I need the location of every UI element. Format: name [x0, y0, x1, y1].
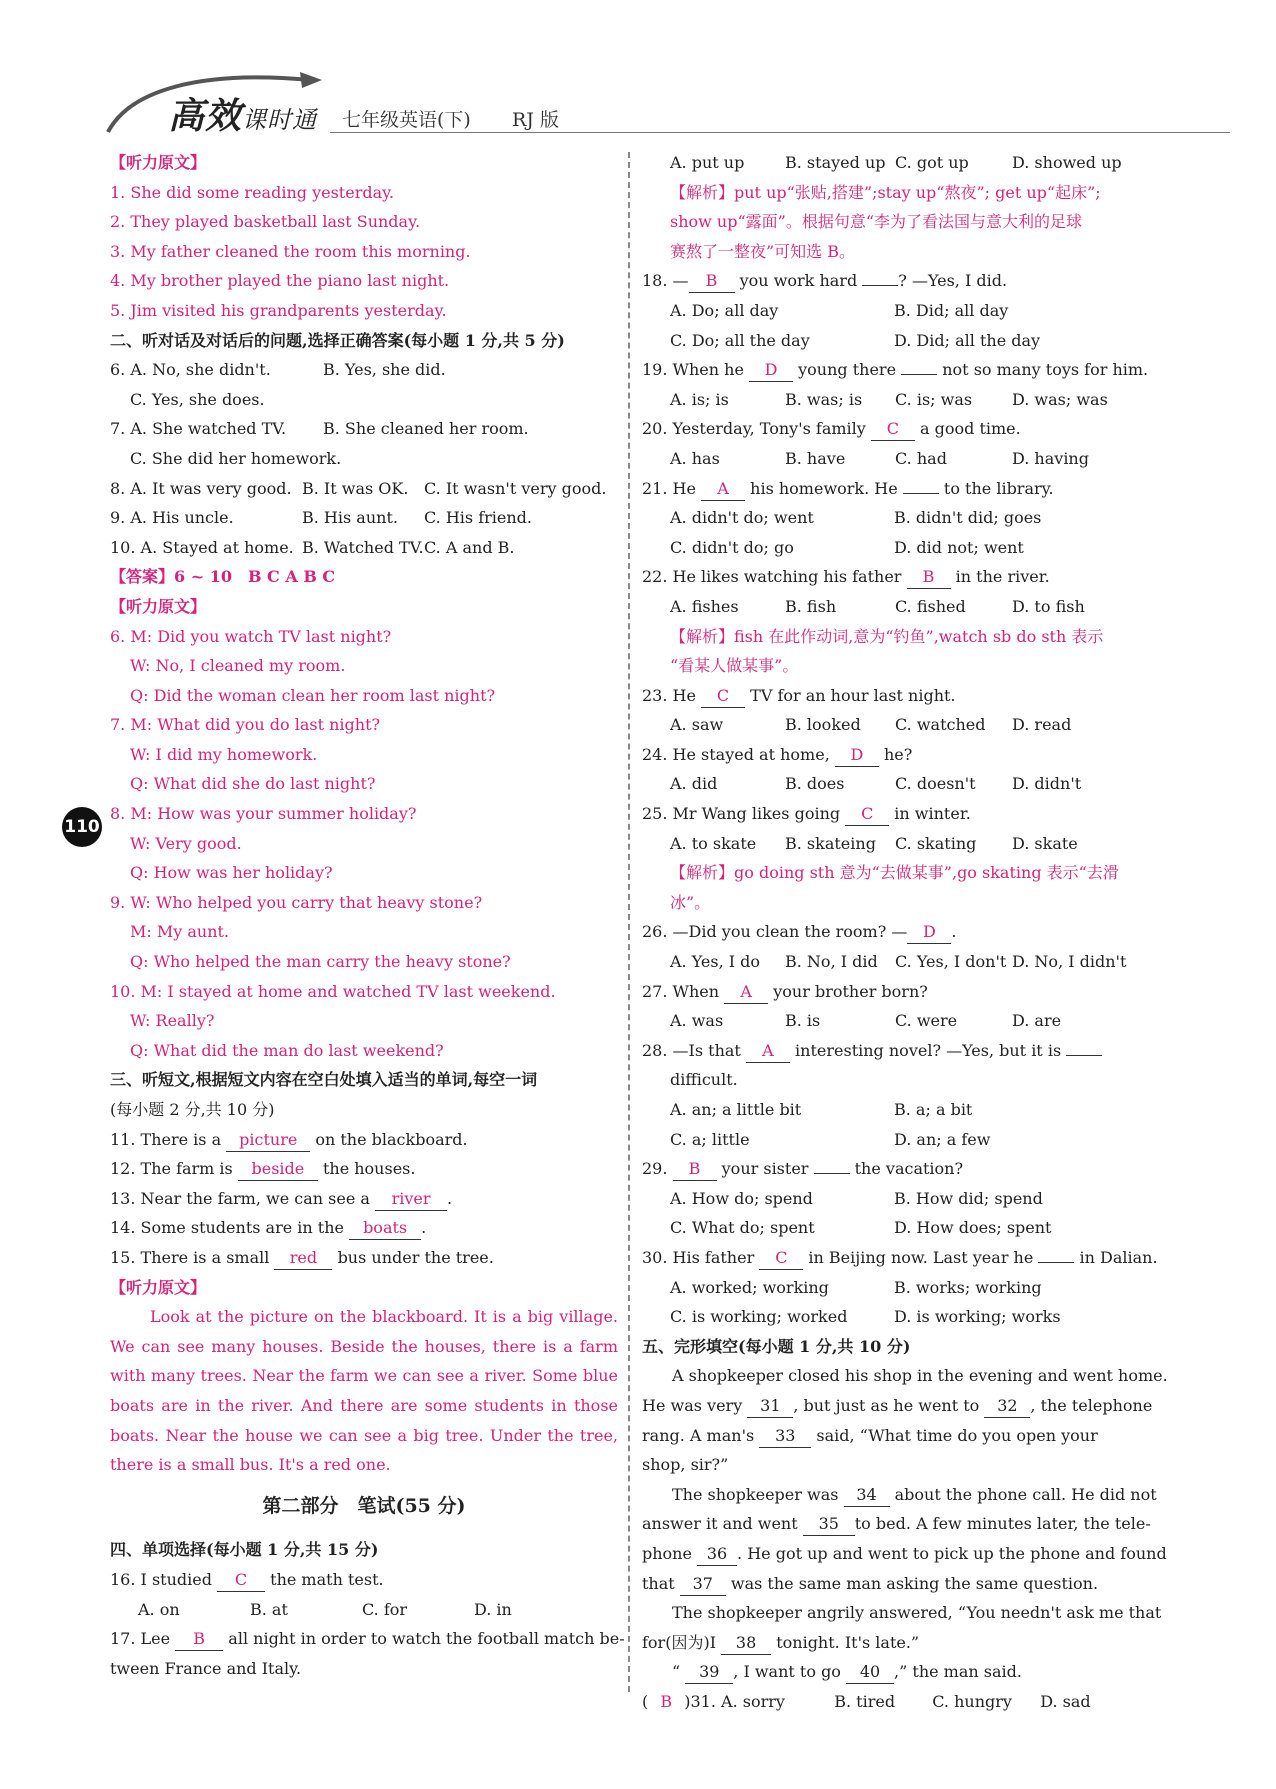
explanation: 赛熬了一整夜”可知选 B。 [670, 241, 856, 261]
empty-blank [903, 493, 939, 494]
answer-blank: A [701, 478, 745, 501]
fill-question-13: 13. Near the farm, we can see a river . [110, 1184, 618, 1214]
empty-blank [862, 285, 898, 286]
question-27-options: A. was B. is C. were D. are [670, 1011, 1062, 1031]
question-16-options: A. on B. at C. for D. in [138, 1599, 512, 1619]
question-18-options: A. Do; all day B. Did; all day [670, 300, 1009, 320]
fill-question-15: 15. There is a small red bus under the tree. [110, 1243, 618, 1273]
question-8: 8. A. It was very good. B. It was OK. C. It wasn't very good. [110, 478, 607, 498]
column-divider [628, 152, 630, 1692]
question-31: ( B )31. A. sorry B. tired C. hungry D. sad [642, 1687, 1150, 1717]
brand-main: 高效 [168, 95, 243, 137]
answer-blank: B [907, 566, 951, 589]
explanation: 【解析】go doing sth 意为“去做某事”,go skating 表示“去滑 [670, 863, 1119, 883]
cloze-blank: 32 [984, 1395, 1030, 1418]
question-17-options: A. put up B. stayed up C. got up D. showed up [670, 153, 1122, 172]
section-label: 【听力原文】 [110, 153, 207, 172]
answer-blank: C [845, 803, 889, 826]
fill-question-11: 11. There is a picture on the blackboard. [110, 1125, 618, 1155]
question-21: 21. He A his homework. He to the library. [642, 474, 1150, 504]
cloze-blank: 38 [721, 1632, 771, 1655]
dialogue-line: 8. M: How was your summer holiday? [110, 804, 417, 824]
answer-blank: D [835, 744, 879, 767]
book-title: 七年级英语(下) [342, 109, 471, 131]
answer-blank: boats [349, 1217, 421, 1240]
cloze-answer: B [660, 1691, 673, 1711]
explanation: 【解析】fish 在此作动词,意为“钓鱼”,watch sb do sth 表示 [670, 626, 1104, 646]
question-19-options: A. is; is B. was; is C. is; was D. was; was [670, 389, 1108, 409]
answer-key: 【答案】6 ~ 10 B C A B C [110, 567, 336, 587]
answer-blank: C [871, 418, 915, 441]
page-header [0, 0, 1276, 150]
dialogue-line: W: Really? [130, 1011, 215, 1031]
question-10: 10. A. Stayed at home. B. Watched TV.C. A and B. [110, 537, 515, 557]
section-heading: 二、听对话及对话后的问题,选择正确答案(每小题 1 分,共 5 分) [110, 330, 565, 350]
transcript-line: 5. Jim visited his grandparents yesterday. [110, 300, 447, 320]
section-label: 【听力原文】 [110, 596, 207, 616]
question-28-options: A. an; a little bit B. a; a bit [670, 1100, 973, 1119]
question-18: 18. — B you work hard ? —Yes, I did. [642, 266, 1150, 296]
question-25: 25. Mr Wang likes going C in winter. [642, 799, 1150, 829]
question-28-options: C. a; little D. an; a few [670, 1129, 991, 1149]
left-column [110, 148, 625, 1683]
cloze-line: “ 39 , I want to go 40 ,” the man said. [642, 1657, 1150, 1687]
question-25-options: A. to skate B. skateing C. skating D. skate [670, 833, 1078, 853]
answer-blank: C [759, 1247, 803, 1270]
dialogue-line: 10. M: I stayed at home and watched TV last weekend. [110, 981, 556, 1001]
question-26: 26. —Did you clean the room? — D . [642, 917, 1150, 947]
question-6-option-c: C. Yes, she does. [130, 389, 265, 409]
answer-blank: beside [238, 1158, 318, 1181]
cloze-line: The shopkeeper was 34 about the phone call. He did not [642, 1480, 1150, 1510]
cloze-line: answer it and went 35 to bed. A few minutes later, the tele- [642, 1509, 1150, 1539]
empty-blank [1066, 1055, 1102, 1056]
section-label: 【听力原文】 [110, 1277, 207, 1297]
cloze-line: shop, sir?” [642, 1455, 729, 1475]
cloze-blank: 31 [747, 1395, 793, 1418]
explanation: 冰”。 [670, 892, 711, 912]
question-28-continued: difficult. [670, 1070, 738, 1090]
question-29-options: C. What do; spent D. How does; spent [670, 1218, 1052, 1238]
cloze-line: that 37 was the same man asking the same question. [642, 1569, 1150, 1599]
question-9: 9. A. His uncle. B. His aunt. C. His friend. [110, 508, 532, 528]
question-7: 7. A. She watched TV. B. She cleaned her room. [110, 419, 529, 439]
dialogue-line: W: Very good. [130, 833, 242, 853]
section-heading-score: (每小题 2 分,共 10 分) [110, 1100, 275, 1119]
transcript-line: 3. My father cleaned the room this morning. [110, 241, 471, 261]
section-heading: 五、完形填空(每小题 1 分,共 10 分) [642, 1336, 911, 1356]
fill-question-12: 12. The farm is beside the houses. [110, 1154, 618, 1184]
dialogue-line: W: I did my homework. [130, 744, 318, 764]
cloze-line: phone 36 . He got up and went to pick up the phone and found [642, 1539, 1150, 1569]
transcript-line: 1. She did some reading yesterday. [110, 182, 395, 202]
answer-blank: picture [226, 1129, 310, 1152]
answer-blank: river [375, 1188, 447, 1211]
question-30-options: C. is working; worked D. is working; works [670, 1307, 1061, 1327]
dialogue-line: W: No, I cleaned my room. [130, 656, 346, 676]
question-29: 29. B your sister the vacation? [642, 1154, 1150, 1184]
cloze-line: A shopkeeper closed his shop in the evening and went home. [672, 1366, 1168, 1386]
dialogue-line: 7. M: What did you do last night? [110, 715, 381, 735]
answer-blank: D [749, 359, 793, 382]
dialogue-line: Q: What did the man do last weekend? [130, 1040, 444, 1060]
answer-blank: red [274, 1247, 332, 1270]
cloze-line: for(因为)I 38 tonight. It's late.” [642, 1628, 1150, 1658]
explanation: “看某人做某事”。 [670, 656, 799, 676]
brand-sub: 课时通 [242, 106, 318, 134]
question-24-options: A. did B. does C. doesn't D. didn't [670, 774, 1082, 794]
question-24: 24. He stayed at home, D he? [642, 740, 1150, 770]
question-18-options: C. Do; all the day D. Did; all the day [670, 330, 1041, 350]
question-17: 17. Lee B all night in order to watch the football match be- [110, 1624, 618, 1654]
answer-blank: A [746, 1040, 790, 1063]
cloze-line: The shopkeeper angrily answered, “You needn't ask me that [672, 1603, 1162, 1623]
question-23: 23. He C TV for an hour last night. [642, 681, 1150, 711]
question-22-options: A. fishes B. fish C. fished D. to fish [670, 596, 1085, 616]
dialogue-line: 9. W: Who helped you carry that heavy stone? [110, 892, 483, 912]
edition-label: RJ 版 [512, 109, 559, 131]
question-21-options: C. didn't do; go D. did not; went [670, 537, 1024, 557]
listening-passage: Look at the picture on the blackboard. It is a big village. We can see many houses. Beside the houses, there is a farm with many trees. Near the farm we can see a river. Some blue boats are in the river. And there are some students in those boats. Near the house we can see a big tree. Under the tree, there is a small bus. It's a red one. [110, 1307, 618, 1475]
question-20-options: A. has B. have C. had D. having [670, 448, 1089, 468]
cloze-blank: 36 [697, 1543, 737, 1566]
question-16: 16. I studied C the math test. [110, 1565, 618, 1595]
question-21-options: A. didn't do; went B. didn't did; goes [670, 508, 1042, 528]
dialogue-line: Q: What did she do last night? [130, 774, 376, 794]
empty-blank [814, 1173, 850, 1174]
answer-blank: D [907, 921, 951, 944]
cloze-line: rang. A man's 33 said, “What time do you open your [642, 1421, 1150, 1451]
question-23-options: A. saw B. looked C. watched D. read [670, 715, 1072, 735]
explanation: 【解析】put up“张贴,搭建”;stay up“熬夜”; get up“起床”; [670, 182, 1101, 202]
question-27: 27. When A your brother born? [642, 977, 1150, 1007]
question-20: 20. Yesterday, Tony's family C a good time. [642, 414, 1150, 444]
answer-blank: B [673, 1158, 717, 1181]
answer-blank: C [217, 1569, 265, 1592]
transcript-line: 4. My brother played the piano last night. [110, 271, 450, 291]
dialogue-line: Q: Who helped the man carry the heavy stone? [130, 952, 511, 972]
answer-blank: C [701, 685, 745, 708]
empty-blank [901, 374, 937, 375]
empty-blank [1038, 1262, 1074, 1263]
page-number-badge: 110 [62, 807, 102, 847]
cloze-blank: 35 [803, 1513, 855, 1536]
dialogue-line: M: My aunt. [130, 922, 230, 942]
fill-question-14: 14. Some students are in the boats . [110, 1213, 618, 1243]
section-heading: 四、单项选择(每小题 1 分,共 15 分) [110, 1540, 379, 1560]
question-30: 30. His father C in Beijing now. Last year he in Dalian. [642, 1243, 1150, 1273]
cloze-blank: 33 [759, 1425, 811, 1448]
question-19: 19. When he D young there not so many toys for him. [642, 355, 1150, 385]
question-30-options: A. worked; working B. works; working [670, 1277, 1042, 1297]
dialogue-line: Q: Did the woman clean her room last night? [130, 685, 496, 705]
right-column [642, 148, 1168, 1716]
explanation: show up“露面”。根据句意“李为了看法国与意大利的足球 [670, 212, 1083, 232]
cloze-blank: 34 [844, 1484, 890, 1507]
dialogue-line: Q: How was her holiday? [130, 863, 333, 883]
question-17-continued: tween France and Italy. [110, 1658, 302, 1678]
spacer [110, 1521, 618, 1535]
cloze-blank: 37 [680, 1573, 726, 1596]
part-two-title: 第二部分 笔试(55 分) [262, 1494, 466, 1517]
transcript-line: 2. They played basketball last Sunday. [110, 212, 421, 232]
brand-logo [168, 88, 317, 139]
question-7-option-c: C. She did her homework. [130, 448, 342, 468]
question-6: 6. A. No, she didn't. B. Yes, she did. [110, 360, 446, 380]
question-26-options: A. Yes, I do B. No, I did C. Yes, I don't D. No, I didn't [670, 952, 1127, 972]
cloze-line: He was very 31 , but just as he went to 32 , the telephone [642, 1391, 1150, 1421]
question-22: 22. He likes watching his father B in the river. [642, 562, 1150, 592]
section-heading: 三、听短文,根据短文内容在空白处填入适当的单词,每空一词 [110, 1070, 538, 1090]
cloze-blank: 40 [846, 1661, 894, 1684]
question-28: 28. —Is that A interesting novel? —Yes, but it is [642, 1036, 1150, 1066]
dialogue-line: 6. M: Did you watch TV last night? [110, 626, 392, 646]
answer-blank: B [175, 1628, 223, 1651]
answer-blank: A [724, 981, 768, 1004]
cloze-blank: 39 [685, 1661, 733, 1684]
answer-blank: B [689, 270, 735, 293]
header-rule [330, 132, 1230, 133]
question-29-options: A. How do; spend B. How did; spend [670, 1188, 1043, 1208]
